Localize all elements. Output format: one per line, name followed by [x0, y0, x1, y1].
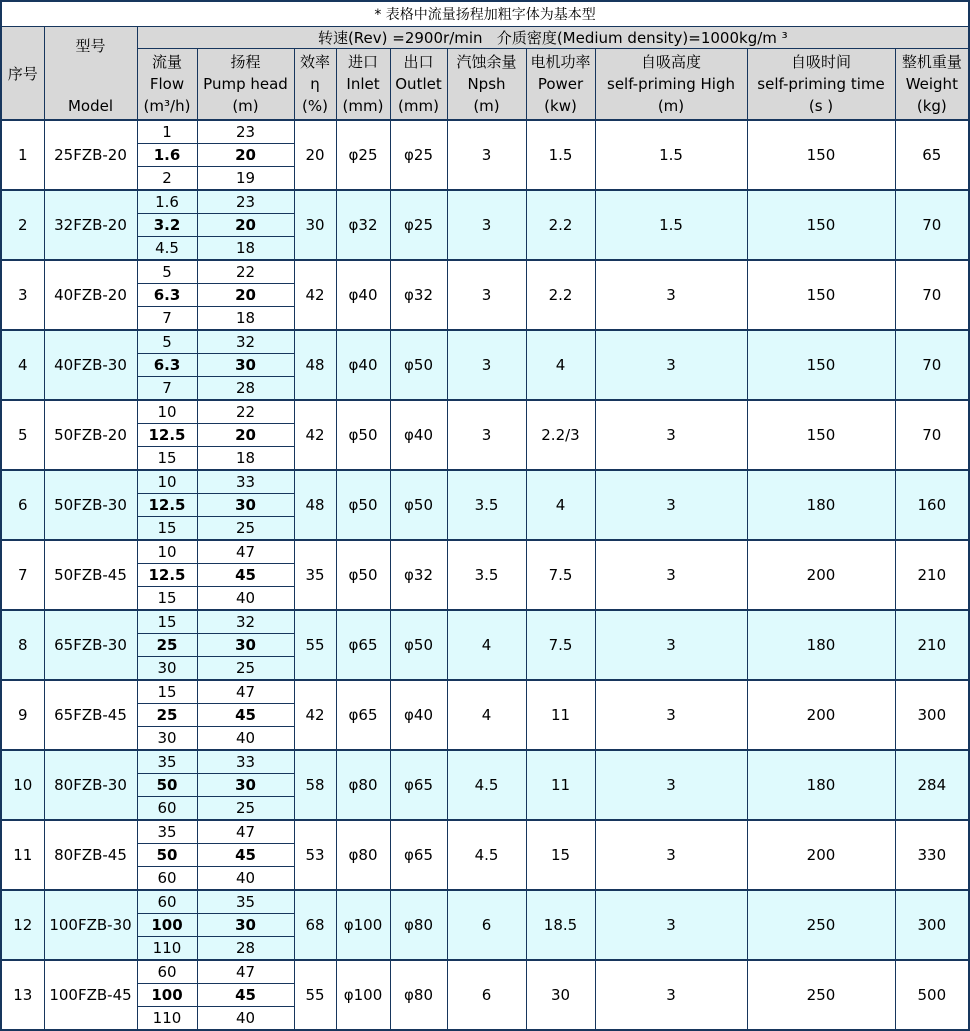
head-cell: 32 [197, 330, 294, 354]
col-header-en: self-priming time [757, 75, 885, 93]
title-row [1, 1, 969, 27]
flow-cell: 10 [137, 400, 197, 424]
flow-cell: 12.5 [137, 424, 197, 447]
power-cell: 7.5 [526, 610, 595, 680]
table-row [1, 820, 969, 844]
head-cell: 47 [197, 540, 294, 564]
table-row [1, 400, 969, 424]
flow-cell: 110 [137, 1007, 197, 1031]
flow-cell: 15 [137, 587, 197, 611]
table-row [1, 190, 969, 214]
head-cell: 25 [197, 797, 294, 821]
efficiency-cell: 53 [294, 820, 336, 890]
index-cell: 6 [1, 470, 44, 540]
efficiency-cell: 55 [294, 610, 336, 680]
head-cell: 32 [197, 610, 294, 634]
speed-density-note: 转速(Rev) =2900r/min 介质密度(Medium density)=1000kg/m ³ [137, 27, 969, 49]
head-cell: 18 [197, 307, 294, 331]
index-cell: 8 [1, 610, 44, 680]
outlet-cell: φ50 [390, 330, 447, 400]
model-cell: 100FZB-30 [44, 890, 137, 960]
weight-cell: 70 [895, 260, 969, 330]
head-cell: 28 [197, 937, 294, 961]
inlet-cell: φ65 [336, 610, 390, 680]
col-header-unit: (kg) [916, 97, 947, 115]
col-header-cn: 自吸时间 [790, 53, 851, 71]
head-cell: 45 [197, 844, 294, 867]
efficiency-cell: 58 [294, 750, 336, 820]
power-cell: 11 [526, 750, 595, 820]
priming-time-cell: 200 [747, 820, 895, 890]
npsh-cell: 3.5 [447, 540, 526, 610]
priming-time-cell: 150 [747, 330, 895, 400]
table-row [1, 680, 969, 704]
npsh-cell: 6 [447, 890, 526, 960]
head-cell: 45 [197, 704, 294, 727]
priming-time-cell: 200 [747, 680, 895, 750]
flow-cell: 30 [137, 727, 197, 751]
priming-height-cell: 3 [595, 610, 747, 680]
col-header-en: Power [537, 75, 584, 93]
npsh-cell: 6 [447, 960, 526, 1030]
flow-cell: 15 [137, 680, 197, 704]
head-cell: 47 [197, 680, 294, 704]
power-cell: 1.5 [526, 120, 595, 190]
npsh-cell: 3 [447, 190, 526, 260]
head-cell: 25 [197, 517, 294, 541]
priming-height-cell: 1.5 [595, 120, 747, 190]
model-cell: 80FZB-45 [44, 820, 137, 890]
col-header-en: Pump head [203, 75, 288, 93]
priming-time-cell: 180 [747, 750, 895, 820]
flow-cell: 5 [137, 330, 197, 354]
flow-cell: 60 [137, 867, 197, 891]
weight-cell: 330 [895, 820, 969, 890]
efficiency-cell: 68 [294, 890, 336, 960]
efficiency-cell: 55 [294, 960, 336, 1030]
head-cell: 30 [197, 354, 294, 377]
col-header-pump-head [197, 49, 294, 121]
index-cell: 5 [1, 400, 44, 470]
index-cell: 2 [1, 190, 44, 260]
head-cell: 30 [197, 774, 294, 797]
table-row [1, 960, 969, 984]
outlet-cell: φ40 [390, 400, 447, 470]
weight-cell: 210 [895, 610, 969, 680]
flow-cell: 15 [137, 610, 197, 634]
weight-cell: 65 [895, 120, 969, 190]
power-cell: 11 [526, 680, 595, 750]
priming-time-cell: 180 [747, 610, 895, 680]
table-row [1, 890, 969, 914]
flow-cell: 7 [137, 307, 197, 331]
col-header-cn: 出口 [403, 53, 434, 71]
head-cell: 30 [197, 634, 294, 657]
head-cell: 22 [197, 400, 294, 424]
col-header-unit: (m) [473, 97, 500, 115]
col-header-model [44, 27, 137, 121]
index-cell: 13 [1, 960, 44, 1030]
efficiency-cell: 42 [294, 260, 336, 330]
col-header-priming-height [595, 49, 747, 121]
col-header-efficiency [294, 49, 336, 121]
priming-time-cell: 200 [747, 540, 895, 610]
col-header-unit: (mm) [342, 97, 384, 115]
power-cell: 4 [526, 330, 595, 400]
power-cell: 2.2/3 [526, 400, 595, 470]
priming-time-cell: 150 [747, 190, 895, 260]
outlet-cell: φ50 [390, 470, 447, 540]
efficiency-cell: 42 [294, 680, 336, 750]
efficiency-cell: 48 [294, 330, 336, 400]
model-cell: 50FZB-30 [44, 470, 137, 540]
weight-cell: 160 [895, 470, 969, 540]
flow-cell: 6.3 [137, 284, 197, 307]
model-cell: 25FZB-20 [44, 120, 137, 190]
weight-cell: 70 [895, 190, 969, 260]
head-cell: 35 [197, 890, 294, 914]
model-cell: 40FZB-30 [44, 330, 137, 400]
model-cell: 50FZB-45 [44, 540, 137, 610]
flow-cell: 6.3 [137, 354, 197, 377]
flow-cell: 35 [137, 820, 197, 844]
col-header-weight [895, 49, 969, 121]
head-cell: 30 [197, 914, 294, 937]
outlet-cell: φ80 [390, 960, 447, 1030]
priming-height-cell: 3 [595, 540, 747, 610]
outlet-cell: φ65 [390, 820, 447, 890]
col-header-priming-time [747, 49, 895, 121]
index-cell: 9 [1, 680, 44, 750]
col-header-unit: (kw) [544, 97, 577, 115]
weight-cell: 284 [895, 750, 969, 820]
priming-height-cell: 3 [595, 400, 747, 470]
priming-time-cell: 150 [747, 400, 895, 470]
priming-height-cell: 3 [595, 260, 747, 330]
head-cell: 40 [197, 867, 294, 891]
model-cell: 80FZB-30 [44, 750, 137, 820]
power-cell: 7.5 [526, 540, 595, 610]
priming-time-cell: 150 [747, 260, 895, 330]
table-title: * 表格中流量扬程加粗字体为基本型 [1, 1, 969, 27]
col-header-inlet [336, 49, 390, 121]
col-header-outlet [390, 49, 447, 121]
outlet-cell: φ32 [390, 260, 447, 330]
table-row [1, 120, 969, 144]
table-row [1, 330, 969, 354]
outlet-cell: φ25 [390, 120, 447, 190]
head-cell: 47 [197, 820, 294, 844]
weight-cell: 500 [895, 960, 969, 1030]
priming-height-cell: 3 [595, 750, 747, 820]
index-cell: 1 [1, 120, 44, 190]
model-cell: 65FZB-45 [44, 680, 137, 750]
inlet-cell: φ25 [336, 120, 390, 190]
npsh-cell: 4 [447, 610, 526, 680]
flow-cell: 60 [137, 890, 197, 914]
head-cell: 45 [197, 564, 294, 587]
power-cell: 2.2 [526, 190, 595, 260]
col-header-en: Inlet [346, 75, 380, 93]
table-row [1, 540, 969, 564]
inlet-cell: φ50 [336, 540, 390, 610]
flow-cell: 12.5 [137, 564, 197, 587]
flow-cell: 50 [137, 774, 197, 797]
inlet-cell: φ100 [336, 960, 390, 1030]
col-header-en: Npsh [467, 75, 506, 93]
flow-cell: 100 [137, 984, 197, 1007]
meta-row [1, 27, 969, 49]
head-cell: 18 [197, 237, 294, 261]
col-header-cn: 效率 [299, 53, 330, 71]
col-header-unit: (m) [657, 97, 685, 115]
head-cell: 30 [197, 494, 294, 517]
power-cell: 4 [526, 470, 595, 540]
col-header-cn: 电机功率 [530, 53, 591, 71]
table-body [1, 120, 969, 1030]
flow-cell: 1.6 [137, 190, 197, 214]
npsh-cell: 3.5 [447, 470, 526, 540]
head-cell: 40 [197, 727, 294, 751]
npsh-cell: 4.5 [447, 750, 526, 820]
flow-cell: 110 [137, 937, 197, 961]
efficiency-cell: 20 [294, 120, 336, 190]
col-header-cn: 扬程 [230, 53, 261, 71]
flow-cell: 35 [137, 750, 197, 774]
npsh-cell: 3 [447, 260, 526, 330]
inlet-cell: φ65 [336, 680, 390, 750]
flow-cell: 1 [137, 120, 197, 144]
col-header-power [526, 49, 595, 121]
head-cell: 18 [197, 447, 294, 471]
priming-time-cell: 250 [747, 960, 895, 1030]
head-cell: 19 [197, 167, 294, 191]
outlet-cell: φ25 [390, 190, 447, 260]
head-cell: 47 [197, 960, 294, 984]
model-header-cn: 型号 [75, 37, 106, 55]
model-cell: 32FZB-20 [44, 190, 137, 260]
col-header-index: 序号 [1, 27, 44, 121]
weight-cell: 300 [895, 890, 969, 960]
priming-height-cell: 3 [595, 330, 747, 400]
head-cell: 23 [197, 190, 294, 214]
flow-cell: 25 [137, 634, 197, 657]
index-cell: 7 [1, 540, 44, 610]
head-cell: 20 [197, 424, 294, 447]
npsh-cell: 3 [447, 120, 526, 190]
table-row [1, 470, 969, 494]
head-cell: 33 [197, 470, 294, 494]
weight-cell: 70 [895, 330, 969, 400]
flow-cell: 15 [137, 447, 197, 471]
index-cell: 4 [1, 330, 44, 400]
model-cell: 100FZB-45 [44, 960, 137, 1030]
col-header-cn: 整机重量 [901, 53, 962, 71]
flow-cell: 60 [137, 797, 197, 821]
col-header-cn: 汽蚀余量 [456, 53, 517, 71]
head-cell: 25 [197, 657, 294, 681]
col-header-unit: (m³/h) [143, 97, 191, 115]
head-cell: 20 [197, 214, 294, 237]
flow-cell: 30 [137, 657, 197, 681]
efficiency-cell: 42 [294, 400, 336, 470]
priming-height-cell: 3 [595, 820, 747, 890]
column-header-row [1, 49, 969, 121]
flow-cell: 100 [137, 914, 197, 937]
npsh-cell: 4.5 [447, 820, 526, 890]
flow-cell: 25 [137, 704, 197, 727]
col-header-en: Flow [149, 75, 185, 93]
col-header-unit: (%) [302, 97, 328, 115]
model-header-en: Model [67, 97, 114, 115]
weight-cell: 70 [895, 400, 969, 470]
flow-cell: 1.6 [137, 144, 197, 167]
flow-cell: 5 [137, 260, 197, 284]
col-header-cn: 进口 [347, 53, 378, 71]
priming-time-cell: 150 [747, 120, 895, 190]
head-cell: 20 [197, 144, 294, 167]
outlet-cell: φ80 [390, 890, 447, 960]
col-header-cn: 流量 [151, 53, 182, 71]
weight-cell: 300 [895, 680, 969, 750]
efficiency-cell: 48 [294, 470, 336, 540]
inlet-cell: φ40 [336, 330, 390, 400]
flow-cell: 7 [137, 377, 197, 401]
outlet-cell: φ65 [390, 750, 447, 820]
flow-cell: 10 [137, 470, 197, 494]
index-cell: 11 [1, 820, 44, 890]
head-cell: 40 [197, 587, 294, 611]
model-cell: 50FZB-20 [44, 400, 137, 470]
col-header-en: η [310, 75, 320, 93]
priming-time-cell: 250 [747, 890, 895, 960]
flow-cell: 15 [137, 517, 197, 541]
flow-cell: 10 [137, 540, 197, 564]
weight-cell: 210 [895, 540, 969, 610]
outlet-cell: φ50 [390, 610, 447, 680]
index-cell: 3 [1, 260, 44, 330]
head-cell: 20 [197, 284, 294, 307]
index-cell: 10 [1, 750, 44, 820]
inlet-cell: φ50 [336, 470, 390, 540]
outlet-cell: φ32 [390, 540, 447, 610]
table-row [1, 610, 969, 634]
flow-cell: 12.5 [137, 494, 197, 517]
power-cell: 30 [526, 960, 595, 1030]
flow-cell: 4.5 [137, 237, 197, 261]
flow-cell: 50 [137, 844, 197, 867]
col-header-unit: (s ) [808, 97, 834, 115]
col-header-unit: (m) [232, 97, 259, 115]
head-cell: 23 [197, 120, 294, 144]
col-header-en: Weight [905, 75, 958, 93]
index-cell: 12 [1, 890, 44, 960]
head-cell: 22 [197, 260, 294, 284]
head-cell: 28 [197, 377, 294, 401]
flow-cell: 3.2 [137, 214, 197, 237]
flow-cell: 2 [137, 167, 197, 191]
col-header-en: Outlet [395, 75, 442, 93]
power-cell: 18.5 [526, 890, 595, 960]
head-cell: 33 [197, 750, 294, 774]
priming-height-cell: 3 [595, 680, 747, 750]
priming-height-cell: 1.5 [595, 190, 747, 260]
priming-height-cell: 3 [595, 890, 747, 960]
col-header-npsh [447, 49, 526, 121]
power-cell: 15 [526, 820, 595, 890]
npsh-cell: 4 [447, 680, 526, 750]
npsh-cell: 3 [447, 330, 526, 400]
inlet-cell: φ32 [336, 190, 390, 260]
flow-cell: 60 [137, 960, 197, 984]
model-cell: 40FZB-20 [44, 260, 137, 330]
col-header-en: self-priming High [607, 75, 735, 93]
inlet-cell: φ40 [336, 260, 390, 330]
power-cell: 2.2 [526, 260, 595, 330]
table-row [1, 260, 969, 284]
inlet-cell: φ80 [336, 820, 390, 890]
inlet-cell: φ50 [336, 400, 390, 470]
inlet-cell: φ80 [336, 750, 390, 820]
head-cell: 40 [197, 1007, 294, 1031]
head-cell: 45 [197, 984, 294, 1007]
outlet-cell: φ40 [390, 680, 447, 750]
col-header-flow [137, 49, 197, 121]
inlet-cell: φ100 [336, 890, 390, 960]
priming-time-cell: 180 [747, 470, 895, 540]
col-header-unit: (mm) [398, 97, 439, 115]
priming-height-cell: 3 [595, 960, 747, 1030]
table-row [1, 750, 969, 774]
efficiency-cell: 30 [294, 190, 336, 260]
priming-height-cell: 3 [595, 470, 747, 540]
npsh-cell: 3 [447, 400, 526, 470]
efficiency-cell: 35 [294, 540, 336, 610]
col-header-cn: 自吸高度 [640, 53, 701, 71]
model-cell: 65FZB-30 [44, 610, 137, 680]
